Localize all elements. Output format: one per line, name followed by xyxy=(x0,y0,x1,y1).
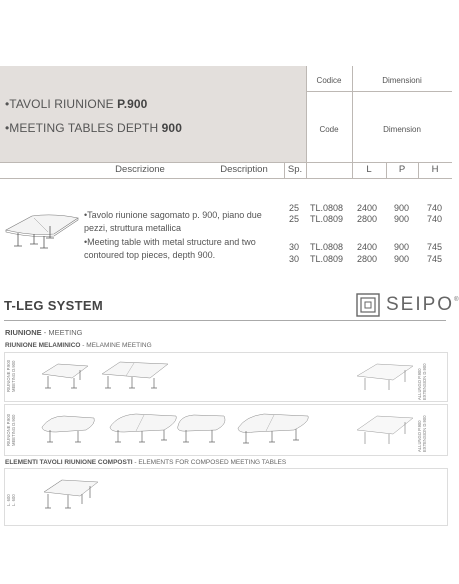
side-label: L. 600 xyxy=(11,494,16,506)
side-label: L. 600 xyxy=(6,494,11,506)
dimension-header: Dimension xyxy=(383,125,421,134)
p-cell: 900 xyxy=(394,203,410,213)
description-it: •Tavolo riunione sagomato p. 900, piano due pezzi, struttura metallica xyxy=(84,210,262,233)
system-title: T-LEG SYSTEM xyxy=(4,298,103,313)
p-cell: 900 xyxy=(394,242,410,252)
page-title-en: •MEETING TABLES DEPTH 900 xyxy=(5,121,182,135)
sp-cell: 30 xyxy=(289,254,300,264)
page-title-it: •TAVOLI RIUNIONE P.900 xyxy=(5,97,148,111)
p-header: P xyxy=(398,164,406,175)
header-band xyxy=(0,66,306,162)
side-label: RIUNIONE P.900 xyxy=(6,413,11,446)
h-cell: 740 xyxy=(427,214,443,224)
side-label: EXTENSION D.900 xyxy=(422,363,427,400)
extension-drawing xyxy=(355,410,415,448)
side-label: RIUNIONE P.900 xyxy=(6,359,11,392)
code-cell: TL.0809 xyxy=(310,254,344,264)
side-label: MEETING D.900 xyxy=(11,414,16,446)
h-cell: 740 xyxy=(427,203,443,213)
h-cell: 745 xyxy=(427,254,443,264)
code-cell: TL.0808 xyxy=(310,203,344,213)
divider xyxy=(4,320,446,321)
p-cell: 900 xyxy=(394,214,410,224)
divider xyxy=(306,91,452,92)
sp-cell: 25 xyxy=(289,203,300,213)
l-cell: 2400 xyxy=(357,203,378,213)
riunione-label: RIUNIONE - MEETING xyxy=(5,328,83,337)
l-cell: 2800 xyxy=(357,214,378,224)
meeting-table-image xyxy=(4,212,80,256)
sp-header: Sp. xyxy=(287,164,303,175)
h-header: H xyxy=(431,164,439,175)
divider xyxy=(0,162,452,163)
l-cell: 2800 xyxy=(357,254,378,264)
sp-cell: 30 xyxy=(289,242,300,252)
description-header: Description xyxy=(220,164,268,175)
h-cell: 745 xyxy=(427,242,443,252)
code-header: Code xyxy=(319,125,339,134)
description-en: •Meeting table with metal structure and two contoured top pieces, depth 900. xyxy=(84,237,256,260)
codice-header: Codice xyxy=(316,76,342,85)
extension-drawing xyxy=(355,358,415,394)
table-drawing xyxy=(236,410,312,446)
p-cell: 900 xyxy=(394,254,410,264)
brand-mark-icon xyxy=(356,293,380,317)
table-drawing xyxy=(40,412,98,446)
table-drawing xyxy=(40,360,90,392)
side-label: ALLUNGO P.900 xyxy=(417,368,422,400)
divider xyxy=(306,162,307,178)
dimensioni-header: Dimensioni xyxy=(382,76,422,85)
composed-table-drawing xyxy=(42,474,100,518)
table-drawing xyxy=(108,410,180,446)
side-label: ALLUNGO P.900 xyxy=(417,420,422,452)
table-drawing xyxy=(174,410,230,446)
divider xyxy=(0,178,452,179)
composti-label: ELEMENTI TAVOLI RIUNIONE COMPOSTI - ELEMENTS FOR COMPOSED MEETING TABLES xyxy=(5,459,287,466)
brand-registered: ® xyxy=(454,297,459,303)
side-label: MEETING D.900 xyxy=(11,360,16,392)
l-header: L xyxy=(366,164,372,175)
descrizione-header: Descrizione xyxy=(115,164,165,175)
code-cell: TL.0809 xyxy=(310,214,344,224)
code-cell: TL.0808 xyxy=(310,242,344,252)
sp-cell: 25 xyxy=(289,214,300,224)
brand-logo xyxy=(356,293,459,317)
side-label: EXTENSION D.900 xyxy=(422,415,427,452)
l-cell: 2400 xyxy=(357,242,378,252)
brand-name: SEIPO xyxy=(386,294,455,315)
table-drawing xyxy=(100,358,170,392)
melaminico-label: RIUNIONE MELAMINICO - MELAMINE MEETING xyxy=(5,342,152,349)
